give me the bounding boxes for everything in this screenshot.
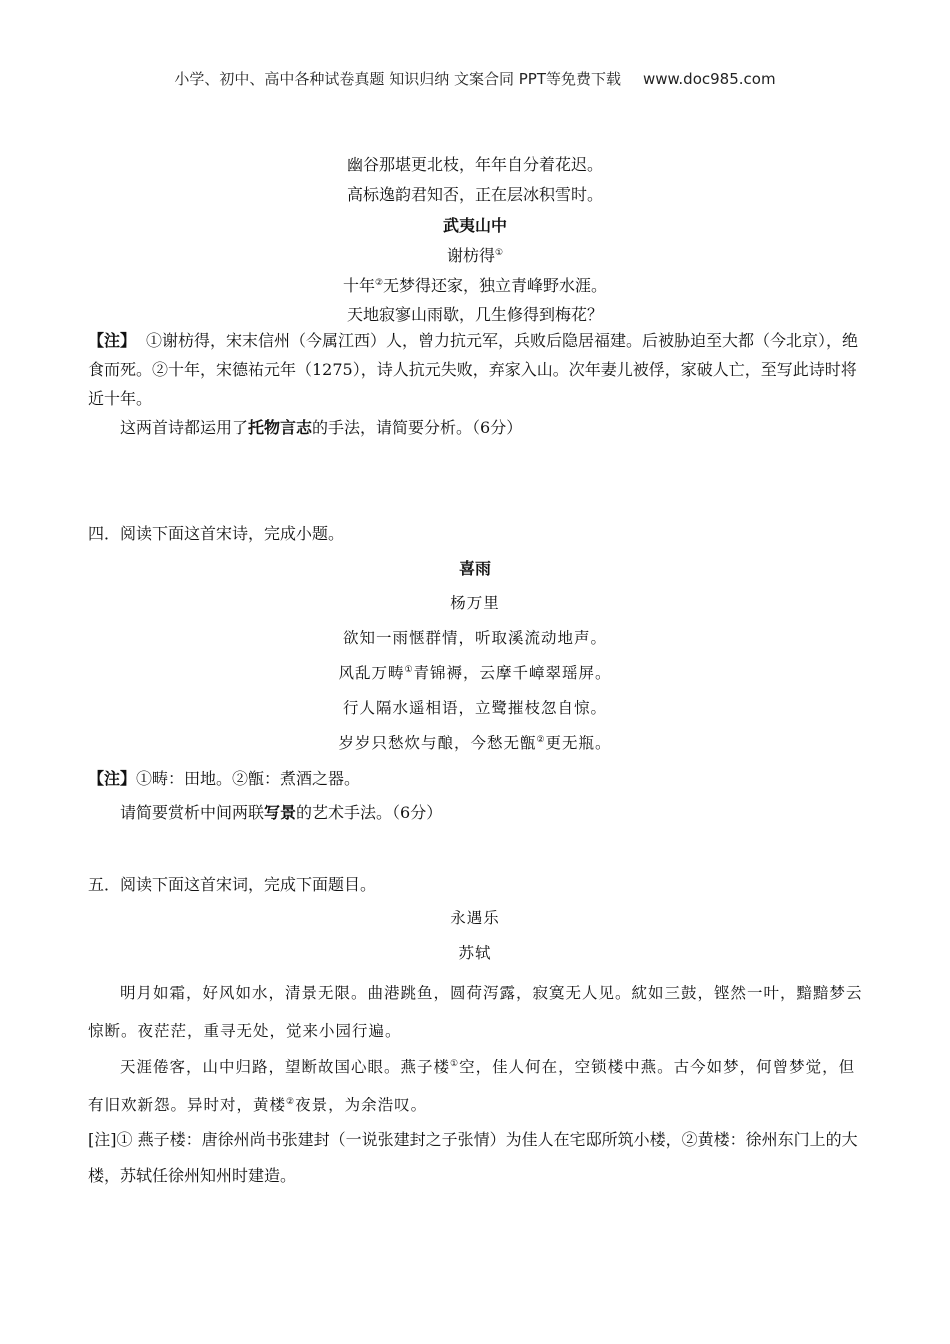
note-label: 【注】 xyxy=(88,331,137,350)
q4-question-post: 的艺术手法。（6分） xyxy=(296,803,443,822)
poem2-line2: 天地寂寥山雨歇，几生修得到梅花？ xyxy=(346,305,603,324)
q4-intro: 四．阅读下面这首宋诗，完成小题。 xyxy=(88,524,345,543)
poem1-line1: 幽谷那堪更北枝，年年自分着花迟。 xyxy=(346,155,603,174)
q4-line2-b: 青锦褥，云摩千嶂翠瑶屏。 xyxy=(413,664,612,682)
q5-note xyxy=(88,1122,863,1194)
q5-para2-a: 天涯倦客，山中归路，望断故国心眼。燕子楼 xyxy=(120,1058,451,1076)
q4-title: 喜雨 xyxy=(458,559,491,578)
poem1-line2: 高标逸韵君知否，正在层冰积雪时。 xyxy=(346,185,603,204)
q3-pre: 这两首诗都运用了 xyxy=(120,418,249,437)
q4-line1: 欲知一雨惬群情，听取溪流动地声。 xyxy=(342,629,607,647)
q4-question xyxy=(88,798,863,827)
q5-title: 永遇乐 xyxy=(450,909,500,927)
note-poem2 xyxy=(88,326,863,413)
q5-para2 xyxy=(88,1048,863,1124)
q4-line4 xyxy=(0,731,950,753)
q3-post: 的手法，请简要分析。（6分） xyxy=(312,418,523,437)
q4-line4-b: 更无瓶。 xyxy=(545,734,612,752)
poem2-author xyxy=(0,243,950,266)
q5-para2-b: 空，佳人何在，空锁楼中燕。古今如梦，何曾梦觉，但有旧欢新怨。异时对，黄楼 xyxy=(88,1058,856,1114)
question-3 xyxy=(88,413,863,442)
note-text: ①谢枋得，宋末信州（今属江西）人，曾力抗元军，兵败后隐居福建。后被胁迫至大都（今北京），绝食而死。②十年，宋德祐元年（1275），诗人抗元失败，弃家入山。次年妻儿被俘，家破人亡，至写此诗时将近十年。 xyxy=(88,331,859,408)
poem2-author-name: 谢枋得 xyxy=(446,246,495,265)
q4-line3: 行人隔水遥相语，立鹭摧枝忽自惊。 xyxy=(342,699,607,717)
header-text: 小学、初中、高中各种试卷真题 知识归纳 文案合同 PPT等免费下载 xyxy=(174,70,621,88)
q3-bold: 托物言志 xyxy=(248,418,313,437)
q5-para2-c: 夜景，为余浩叹。 xyxy=(295,1096,428,1114)
note-marker: ① xyxy=(404,665,414,675)
q4-line2-a: 风乱万畴 xyxy=(338,664,405,682)
q5-intro: 五．阅读下面这首宋词，完成下面题目。 xyxy=(88,875,377,894)
note-text: ① 燕子楼：唐徐州尚书张建封（一说张建封之子张情）为佳人在宅邸所筑小楼，②黄楼：徐州东门上的大楼，苏轼任徐州知州时建造。 xyxy=(88,1130,858,1185)
q4-line2 xyxy=(0,661,950,683)
note-label: 【注】 xyxy=(88,769,137,788)
poem2-line1-b: 无梦得还家，独立青峰野水涯。 xyxy=(383,276,608,295)
poem2-line1 xyxy=(0,273,950,296)
poem2-title: 武夷山中 xyxy=(442,216,507,235)
page-header xyxy=(0,68,950,89)
q4-question-bold: 写景 xyxy=(264,803,297,822)
note-marker: ② xyxy=(374,278,384,288)
note-marker: ② xyxy=(286,1097,296,1107)
note-label: [注] xyxy=(88,1130,117,1149)
q4-line4-a: 岁岁只愁炊与酿，今愁无甑 xyxy=(338,734,537,752)
note-marker: ① xyxy=(450,1059,460,1069)
q5-author: 苏轼 xyxy=(458,944,492,962)
q5-para1: 明月如霜，好风如水，清景无限。曲港跳鱼，圆荷泻露，寂寞无人见。紞如三鼓，铿然一叶，黯黯梦云惊断。夜茫茫，重寻无处，觉来小园行遍。 xyxy=(88,984,863,1040)
poem2-line1-a: 十年 xyxy=(342,276,375,295)
header-url[interactable]: www.doc985.com xyxy=(642,70,776,88)
note-text: ①畴：田地。②甑：煮酒之器。 xyxy=(136,769,361,788)
note-marker: ① xyxy=(494,248,504,258)
q4-author: 杨万里 xyxy=(450,594,500,612)
note-marker: ② xyxy=(536,735,546,745)
q4-note xyxy=(88,764,863,793)
q4-question-pre: 请简要赏析中间两联 xyxy=(120,803,265,822)
